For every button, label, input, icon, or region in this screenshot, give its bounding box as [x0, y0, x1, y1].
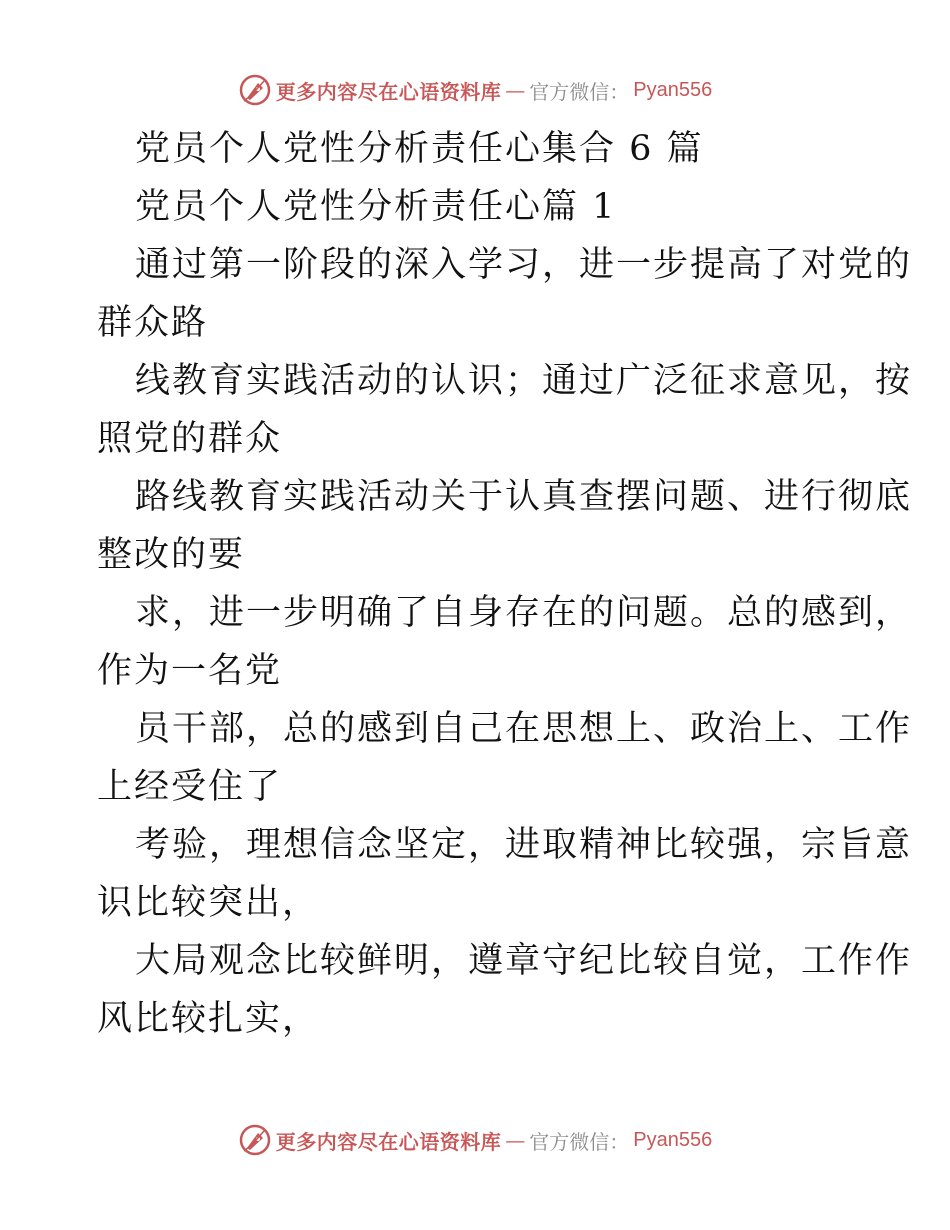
footer-wechat-label: 官方微信： [529, 1129, 630, 1154]
header-wechat-label: 官方微信： [529, 79, 630, 104]
body-line: 识比较突出， [97, 883, 320, 923]
footer-wechat-id: Pyan556 [633, 1128, 713, 1151]
footer-banner-content [238, 1123, 712, 1157]
header-site-text: 更多内容尽在心语资料库 [275, 79, 502, 104]
header-banner [0, 70, 950, 110]
body-line: 大局观念比较鲜明，遵章守纪比较自觉，工作作 [135, 941, 913, 981]
body-line: 上经受住了 [97, 767, 283, 807]
footer-site-text: 更多内容尽在心语资料库 [275, 1129, 502, 1154]
header-banner-content [238, 73, 712, 107]
pen-nib-logo-icon [238, 73, 272, 107]
footer-banner [0, 1120, 950, 1160]
body-line: 通过第一阶段的深入学习，进一步提高了对党的 [135, 245, 913, 285]
body-line: 求，进一步明确了自身存在的问题。总的感到， [135, 593, 913, 633]
body-line: 考验，理想信念坚定，进取精神比较强，宗旨意 [135, 825, 913, 865]
body-line: 线教育实践活动的认识；通过广泛征求意见，按 [135, 361, 913, 401]
body-line: 群众路 [97, 303, 209, 343]
header-separator: — [505, 78, 526, 102]
body-line: 路线教育实践活动关于认真查摆问题、进行彻底 [135, 477, 913, 517]
document-title: 党员个人党性分析责任心集合 6 篇 [135, 129, 704, 169]
pen-nib-logo-icon [238, 1123, 272, 1157]
body-line: 整改的要 [97, 535, 246, 575]
document-body [97, 120, 913, 1048]
section-heading: 党员个人党性分析责任心篇 1 [135, 187, 617, 227]
body-line: 风比较扎实， [97, 999, 320, 1039]
body-line: 照党的群众 [97, 419, 283, 459]
body-line: 员干部，总的感到自己在思想上、政治上、工作 [135, 709, 913, 749]
body-line: 作为一名党 [97, 651, 283, 691]
footer-separator: — [505, 1128, 526, 1152]
header-wechat-id: Pyan556 [633, 78, 713, 101]
